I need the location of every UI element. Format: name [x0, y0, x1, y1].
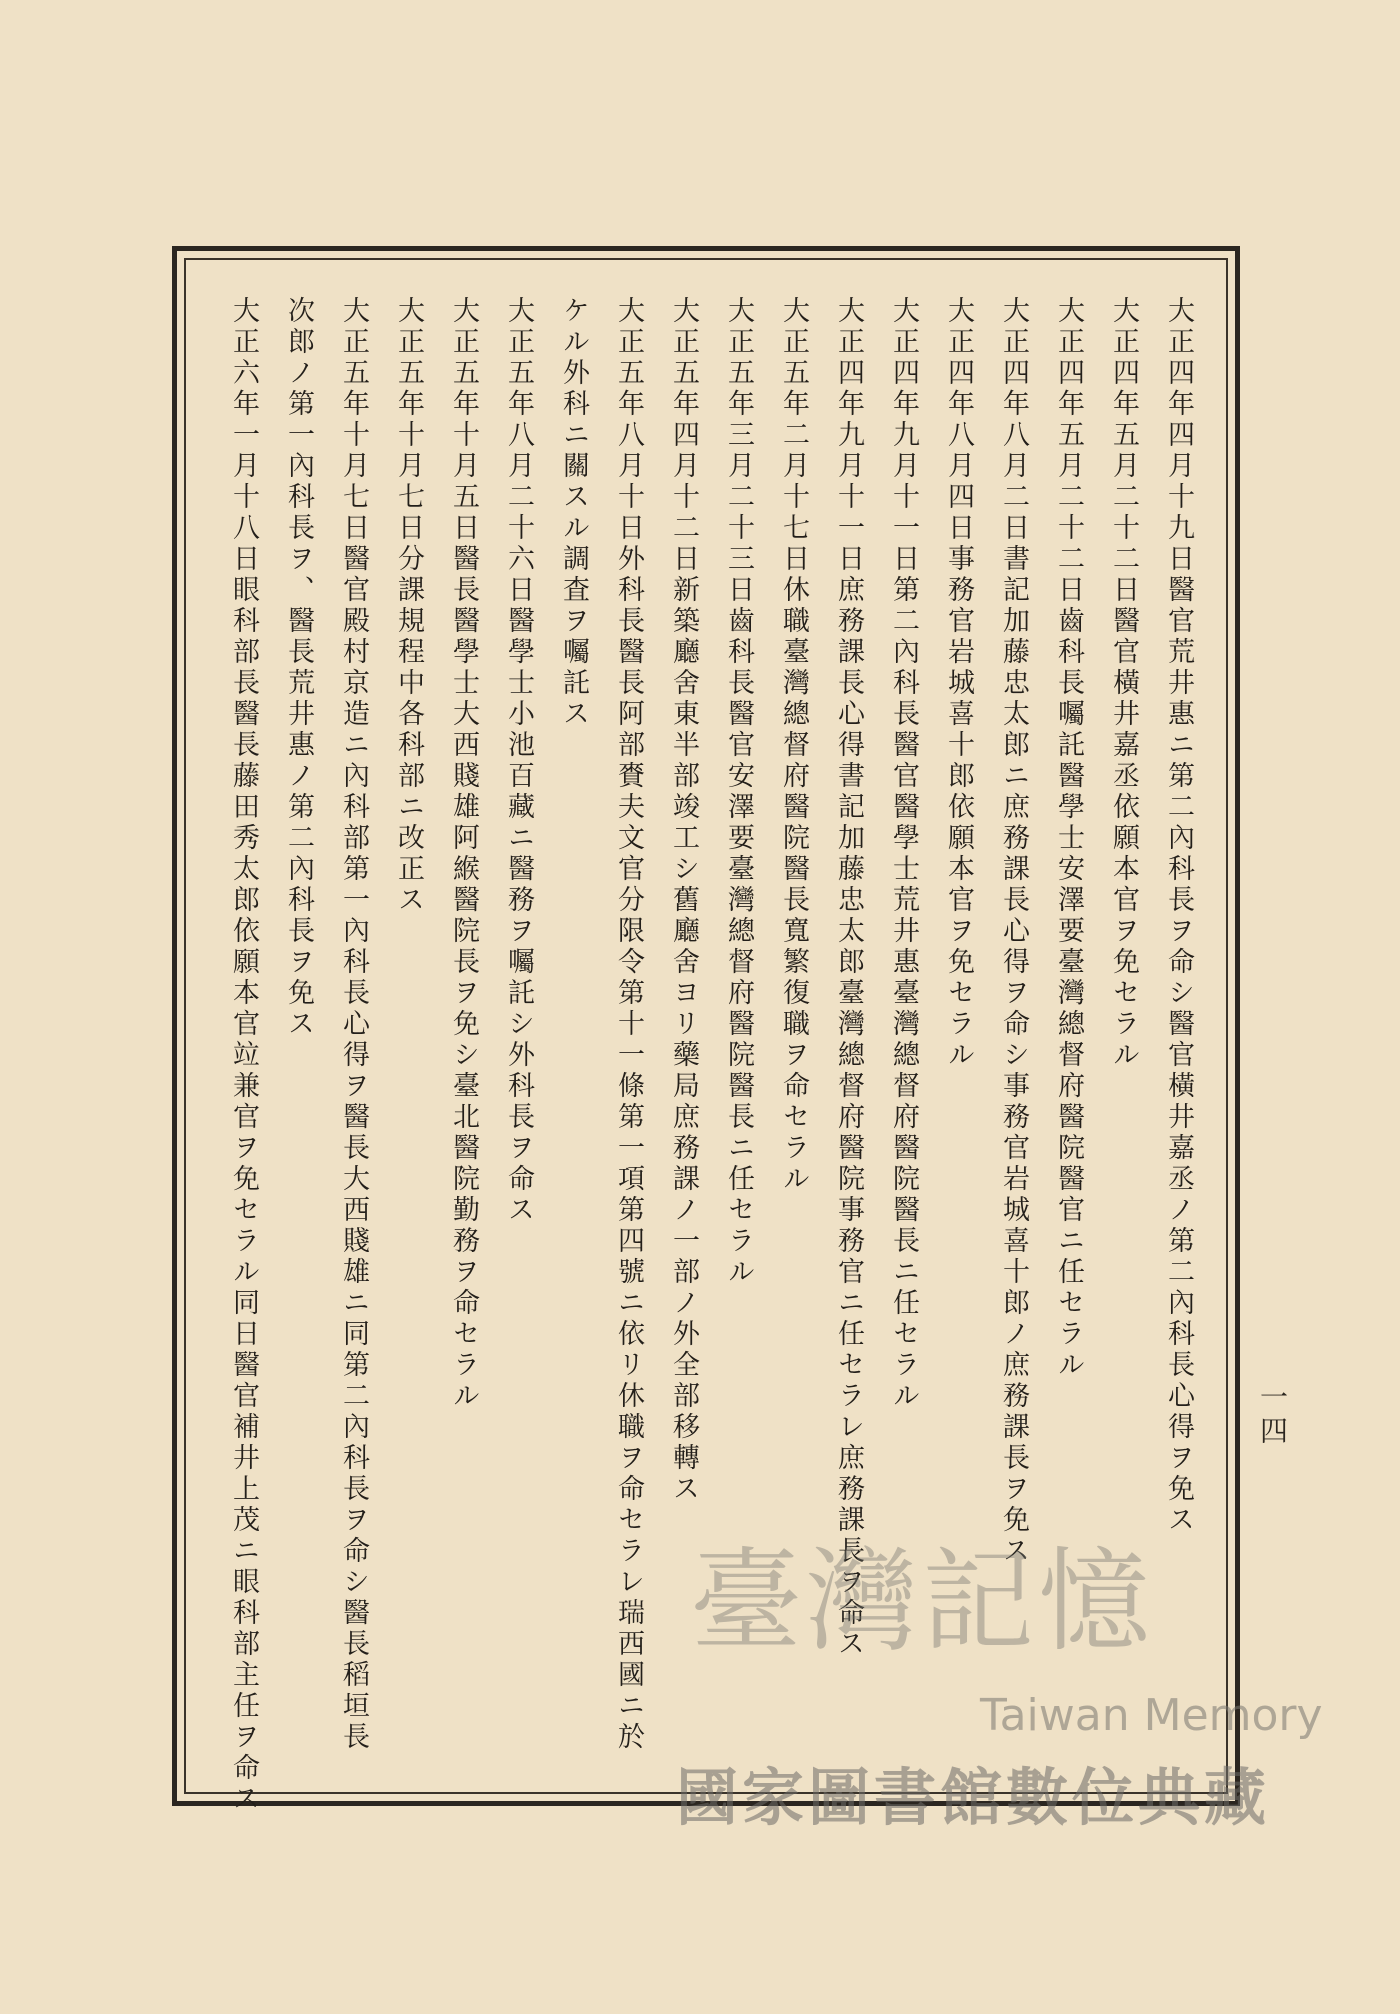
record-entry: 大正四年九月十一日第二內科長醫官醫學士荒井惠臺灣總督府醫院醫長ニ任セラル	[888, 296, 919, 1412]
record-entry: 大正四年四月十九日醫官荒井惠ニ第二內科長ヲ命シ醫官橫井嘉丞ノ第二內科長心得ヲ免ス	[1163, 296, 1194, 1536]
record-entry: 大正五年八月二十六日醫學士小池百藏ニ醫務ヲ囑託シ外科長ヲ命ス	[503, 296, 534, 1226]
watermark-chinese: 國家圖書館數位典藏	[676, 1761, 1271, 1834]
watermark-logo: 臺灣記憶	[690, 1537, 1154, 1667]
record-entry: 大正四年五月二十二日醫官橫井嘉丞依願本官ヲ免セラル	[1108, 296, 1139, 1071]
record-entry: 大正五年二月十七日休職臺灣總督府醫院醫長寬繁復職ヲ命セラル	[778, 296, 809, 1195]
record-entry: 大正六年一月十八日眼科部長醫長藤田秀太郎依願本官竝兼官ヲ免セラル同日醫官補井上茂ニ眼科部主任ヲ命ス	[228, 296, 259, 1815]
record-entry: 大正五年十月七日分課規程中各科部ニ改正ス	[393, 296, 424, 916]
record-entry: 大正五年四月十二日新築廳舍東半部竣工シ舊廳舍ヨリ藥局庶務課ノ一部ノ外全部移轉ス	[668, 296, 699, 1505]
record-entry: 大正五年十月五日醫長醫學士大西賤雄阿緱醫院長ヲ免シ臺北醫院勤務ヲ命セラル	[448, 296, 479, 1412]
record-entry: 大正五年三月二十三日齒科長醫官安澤要臺灣總督府醫院醫長ニ任セラル	[723, 296, 754, 1288]
page-number: 一四	[1256, 1382, 1289, 1450]
record-entry: 大正四年九月十一日庶務課長心得書記加藤忠太郎臺灣總督府醫院事務官ニ任セラレ庶務課長ヲ命ス	[833, 296, 864, 1660]
record-entry: 大正五年十月七日醫官殿村京造ニ內科部第一內科長心得ヲ醫長大西賤雄ニ同第二內科長ヲ命シ醫長稻垣長次郎ノ第一內科長ヲ、醫長荒井惠ノ第二內科長ヲ免ス	[283, 296, 369, 1753]
record-entry: 大正四年五月二十二日齒科長囑託醫學士安澤要臺灣總督府醫院醫官ニ任セラル	[1053, 296, 1084, 1381]
record-entry: 大正四年八月四日事務官岩城喜十郎依願本官ヲ免セラル	[943, 296, 974, 1071]
record-entry: 大正五年八月十日外科長醫長阿部賚夫文官分限令第十一條第一項第四號ニ依リ休職ヲ命セラレ瑞西國ニ於ケル外科ニ關スル調査ヲ囑託ス	[558, 296, 644, 1753]
record-entry: 大正四年八月二日書記加藤忠太郎ニ庶務課長心得ヲ命シ事務官岩城喜十郎ノ庶務課長ヲ免ス	[998, 296, 1029, 1567]
watermark-english: Taiwan Memory	[980, 1690, 1323, 1741]
